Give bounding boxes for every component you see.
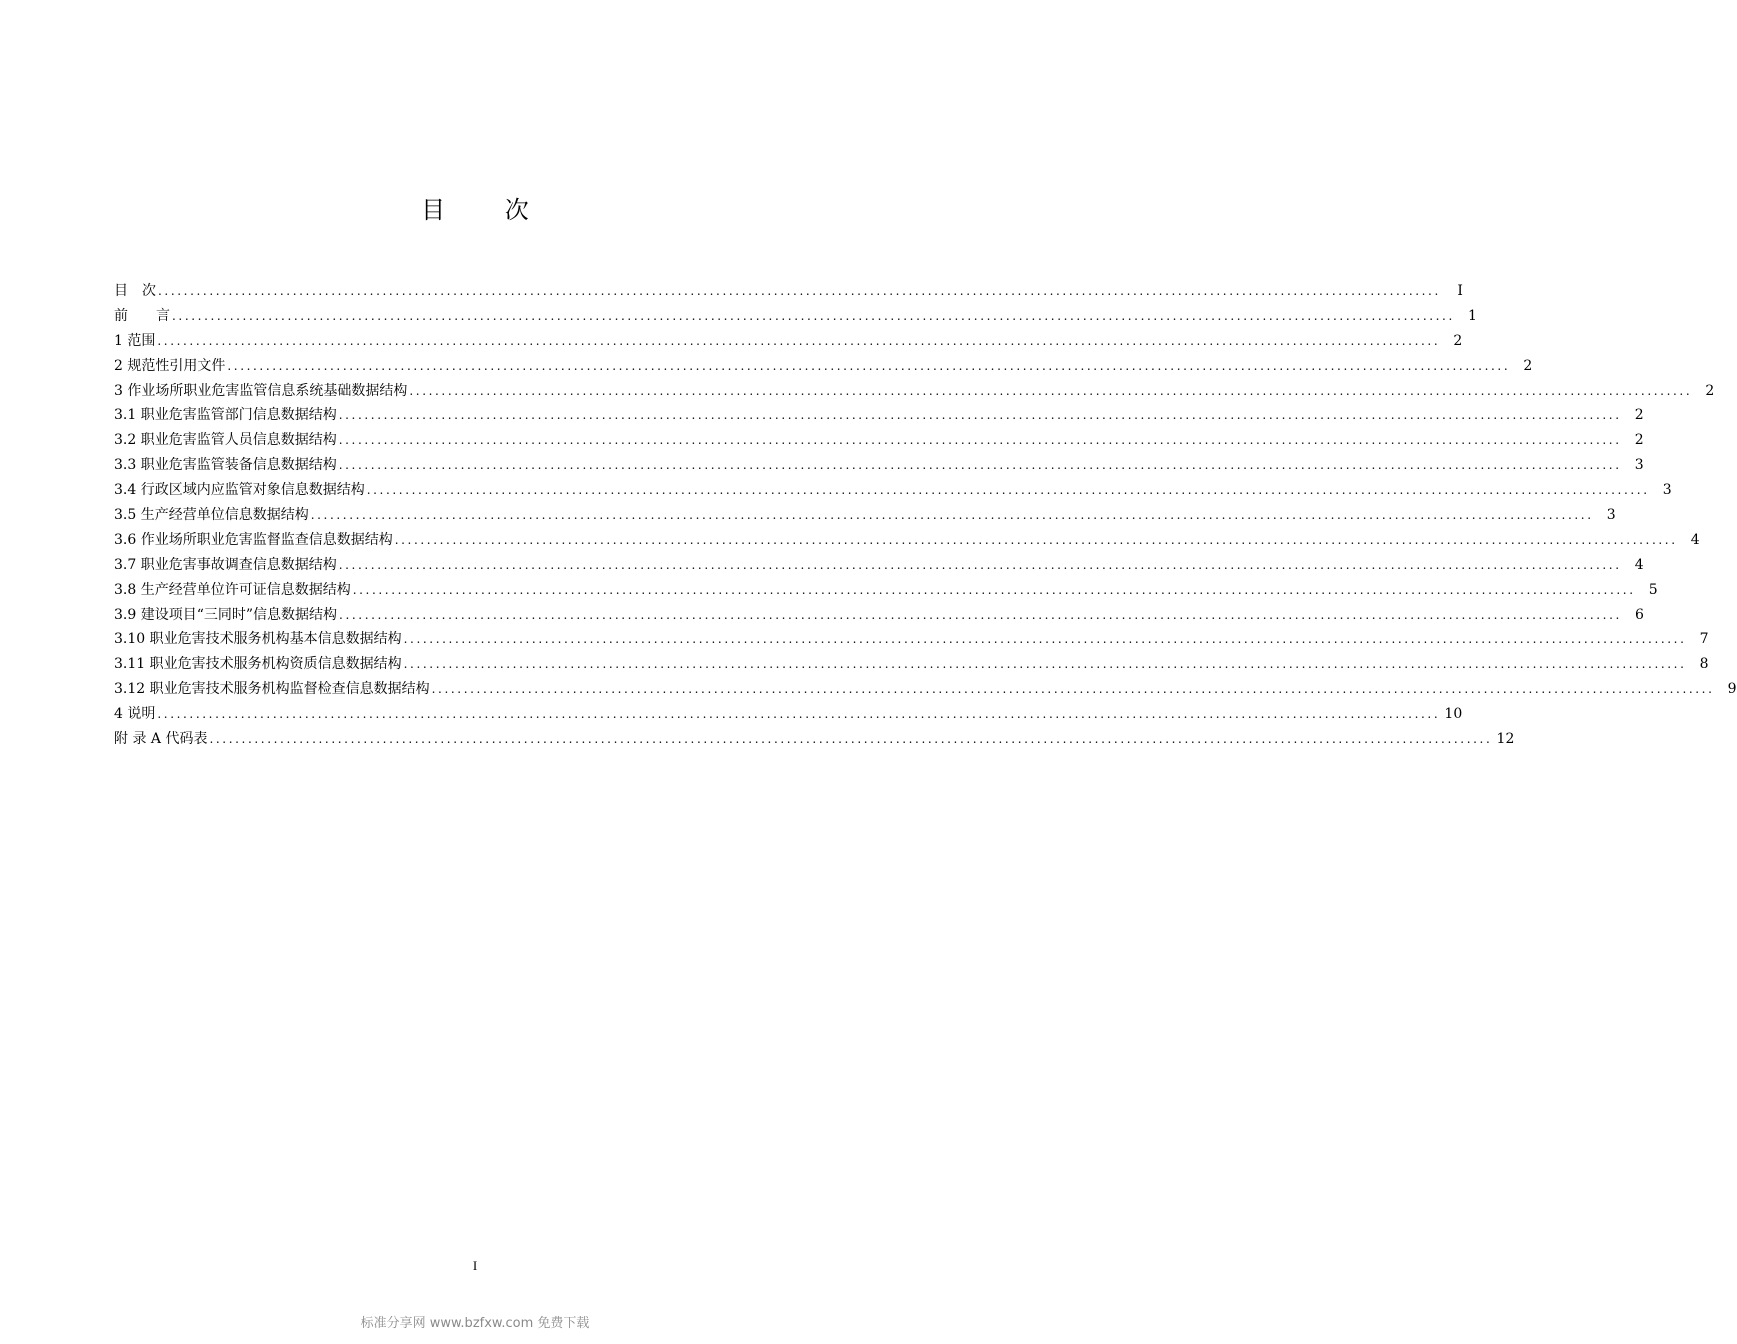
toc-entry-label: 附 录 A 代码表 (114, 731, 208, 748)
toc-entry-page: 3 (1606, 507, 1616, 524)
toc-entry[interactable] (114, 503, 1616, 528)
toc-leader-dots: ........................................................................................................................................................................................................ (338, 557, 1622, 572)
toc-leader-dots: ........................................................................................................................................................................................................ (338, 458, 1622, 473)
page-title: 目 次 (421, 196, 555, 224)
toc-entry-label: 3.11 职业危害技术服务机构资质信息数据结构 (114, 656, 402, 673)
toc-leader-dots: ........................................................................................................................................................................................................ (158, 284, 1441, 298)
toc-entry-label: 3 作业场所职业危害监管信息系统基础数据结构 (114, 382, 408, 399)
toc-leader-dots: ........................................................................................................................................................................................................ (352, 582, 1636, 597)
toc-entry-page: 5 (1648, 581, 1658, 598)
toc-entry-page: 2 (1634, 432, 1644, 449)
toc-entry[interactable] (114, 379, 1715, 404)
toc-entry[interactable] (114, 478, 1672, 503)
toc-entry-label: 3.3 职业危害监管装备信息数据结构 (114, 457, 337, 474)
toc-entry-label: 前 言 (114, 307, 170, 324)
toc-leader-dots: ........................................................................................................................................................................................................ (394, 532, 1678, 547)
toc-entry[interactable] (114, 652, 1709, 677)
toc-leader-dots: ........................................................................................................................................................................................................ (157, 333, 1441, 348)
toc-leader-dots: ........................................................................................................................................................................................................ (310, 508, 1594, 523)
toc-entry-page: 2 (1705, 382, 1715, 399)
toc-entry[interactable] (114, 528, 1700, 553)
toc-entry-label: 3.6 作业场所职业危害监督监查信息数据结构 (114, 531, 393, 548)
toc-entry-page: 3 (1662, 482, 1672, 499)
toc-entry[interactable] (114, 727, 1515, 752)
toc-entry-label: 3.12 职业危害技术服务机构监督检查信息数据结构 (114, 681, 430, 698)
toc-entry-page: 6 (1635, 606, 1644, 623)
page-number: I (472, 1258, 478, 1273)
toc-entry-label: 3.10 职业危害技术服务机构基本信息数据结构 (114, 631, 402, 648)
toc-entry-label: 3.9 建设项目“三同时”信息数据结构 (114, 606, 338, 623)
toc-entry[interactable] (114, 428, 1644, 453)
toc-entry-page: 8 (1699, 656, 1709, 673)
toc-leader-dots: ........................................................................................................................................................................................................ (366, 483, 1650, 498)
toc-entry[interactable] (114, 304, 1477, 329)
toc-entry[interactable] (114, 279, 1463, 304)
toc-entry[interactable] (114, 578, 1658, 603)
toc-entry[interactable] (114, 702, 1463, 727)
toc-entry-page: 10 (1444, 706, 1463, 723)
toc-leader-dots: ........................................................................................................................................................................................................ (409, 383, 1693, 398)
watermark: 标准分享网 www.bzfxw.com 免费下载 (360, 1316, 590, 1331)
toc-leader-dots: ........................................................................................................................................................................................................ (209, 732, 1493, 747)
toc-entry-label: 4 说明 (114, 706, 156, 723)
toc-entry[interactable] (114, 354, 1533, 379)
toc-leader-dots: ........................................................................................................................................................................................................ (431, 682, 1715, 697)
toc-entry-label: 3.2 职业危害监管人员信息数据结构 (114, 432, 337, 449)
toc-entry-page: 12 (1496, 731, 1515, 748)
toc-entry-label: 1 范围 (114, 332, 156, 349)
toc-entry-page: 7 (1699, 631, 1709, 648)
toc-entry-label: 3.7 职业危害事故调查信息数据结构 (114, 556, 337, 573)
toc-entry[interactable] (114, 603, 1644, 628)
toc-leader-dots: ........................................................................................................................................................................................................ (403, 632, 1687, 647)
table-of-contents (114, 279, 1737, 752)
toc-entry-page: 3 (1634, 457, 1644, 474)
toc-entry-page: 4 (1690, 531, 1700, 548)
toc-leader-dots: ........................................................................................................................................................................................................ (339, 607, 1622, 622)
toc-entry[interactable] (114, 329, 1463, 354)
toc-entry[interactable] (114, 553, 1644, 578)
toc-leader-dots: ........................................................................................................................................................................................................ (227, 358, 1511, 373)
toc-entry-page: 2 (1523, 357, 1533, 374)
toc-entry-label: 2 规范性引用文件 (114, 357, 226, 374)
toc-entry-label: 目 次 (114, 283, 156, 299)
toc-entry[interactable] (114, 677, 1737, 702)
toc-entry-page: 9 (1727, 681, 1737, 698)
toc-leader-dots: ........................................................................................................................................................................................................ (338, 433, 1622, 448)
toc-entry-label: 3.5 生产经营单位信息数据结构 (114, 507, 309, 524)
toc-leader-dots: ........................................................................................................................................................................................................ (338, 408, 1622, 423)
toc-entry[interactable] (114, 453, 1644, 478)
toc-entry[interactable] (114, 627, 1709, 652)
toc-leader-dots: ........................................................................................................................................................................................................ (172, 308, 1455, 323)
toc-leader-dots: ........................................................................................................................................................................................................ (403, 657, 1687, 672)
toc-entry-page: I (1457, 283, 1463, 299)
toc-entry-label: 3.8 生产经营单位许可证信息数据结构 (114, 581, 351, 598)
toc-entry-page: 1 (1467, 307, 1477, 324)
toc-entry-page: 2 (1453, 332, 1463, 349)
toc-leader-dots: ........................................................................................................................................................................................................ (157, 707, 1441, 722)
toc-entry-label: 3.4 行政区域内应监管对象信息数据结构 (114, 482, 365, 499)
toc-entry-label: 3.1 职业危害监管部门信息数据结构 (114, 407, 337, 424)
toc-entry-page: 4 (1634, 556, 1644, 573)
toc-entry-page: 2 (1634, 407, 1644, 424)
toc-entry[interactable] (114, 403, 1644, 428)
